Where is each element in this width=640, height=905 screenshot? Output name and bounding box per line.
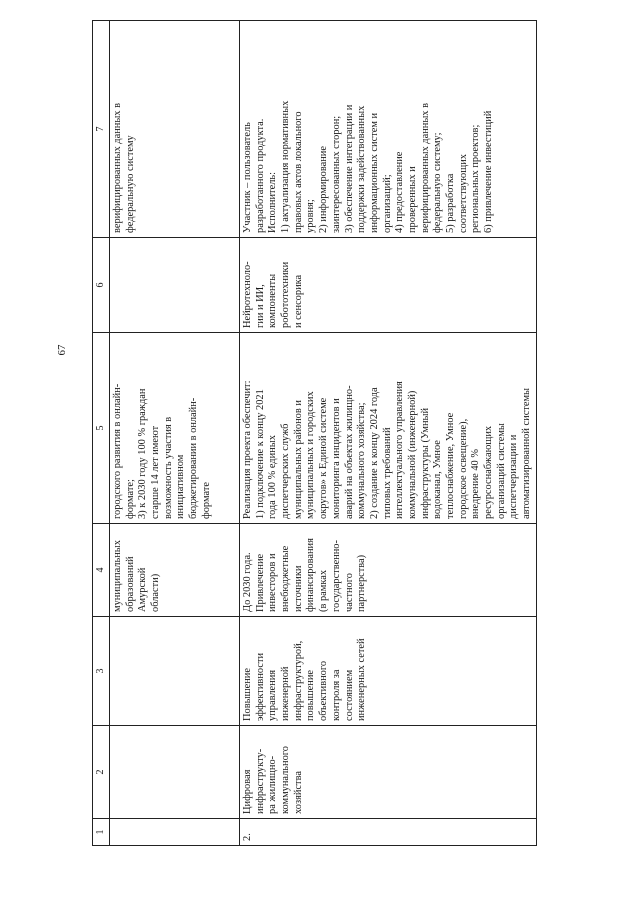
project-table — [92, 20, 537, 846]
row-1-num — [110, 819, 240, 846]
header-col-3: 3 — [93, 617, 110, 726]
row-2-terms: До 2030 года. Привлечение инвесторов и внебюджетные источники финансирования (в рамках государственно- частного партнерства) — [240, 524, 537, 617]
row-1-name — [110, 726, 240, 819]
row-1-participants: верифицированных данных в федеральную систему — [110, 21, 240, 238]
row-2-results: Реализация проекта обеспечит: 1) подключение к концу 2021 года 100 % единых диспетчерских служб муниципальных районов и муниципальных и городских округов» к Единой системе мониторинга инцидентов и аварий на объектах жилищно- коммунального хозяйства; 2) создание к концу 2024 года типовых требований интеллектуального управления коммунальной (инженерной) инфраструктуры (Умный водоканал, Умное теплоснабжение, Умное городское освещение), внедрение 40 % ресурсоснабжающих организаций системы диспетчеризации и автоматизированной системы — [240, 333, 537, 524]
header-col-1: 1 — [93, 819, 110, 846]
header-col-7: 7 — [93, 21, 110, 238]
header-col-2: 2 — [93, 726, 110, 819]
row-1-goal — [110, 617, 240, 726]
project-table-rotated — [92, 56, 533, 846]
row-2-participants: Участник – пользователь разработанного продукта. Исполнитель: 1) актуализация нормативных правовых актов локального уровня; 2) информирование заинтересованных сторон; 3) обеспечение интеграции и поддержки задействованных информационных систем и организаций; 4) предоставление проверенных и верифицированных данных в федеральную систему; 5) разработка соответствующих региональных проектов; 6) привлечение инвестиций — [240, 21, 537, 238]
header-col-4: 4 — [93, 524, 110, 617]
page-number: 67 — [56, 344, 68, 356]
header-col-5: 5 — [93, 333, 110, 524]
row-2-tech: Нейротехноло- гии и ИИ, компоненты робототехники и сенсорика — [240, 238, 537, 333]
table-row — [240, 21, 537, 846]
row-2-num: 2. — [240, 819, 537, 846]
row-1-results: городского развития в онлайн- формате; 3) к 2030 году 100 % граждан старше 14 лет имеют возможность участия в инициативном бюджетировании в онлайн- формате — [110, 333, 240, 524]
header-row — [93, 21, 110, 846]
row-1-terms: муниципальных образований Амурской области) — [110, 524, 240, 617]
row-2-goal: Повышение эффективности управления инженерной инфраструктурой, повышение объективного контроля за состоянием инженерных сетей — [240, 617, 537, 726]
header-col-6: 6 — [93, 238, 110, 333]
row-1-tech — [110, 238, 240, 333]
row-2-name: Цифровая инфраструкту- ра жилищно- коммунального хозяйства — [240, 726, 537, 819]
table-row — [110, 21, 240, 846]
